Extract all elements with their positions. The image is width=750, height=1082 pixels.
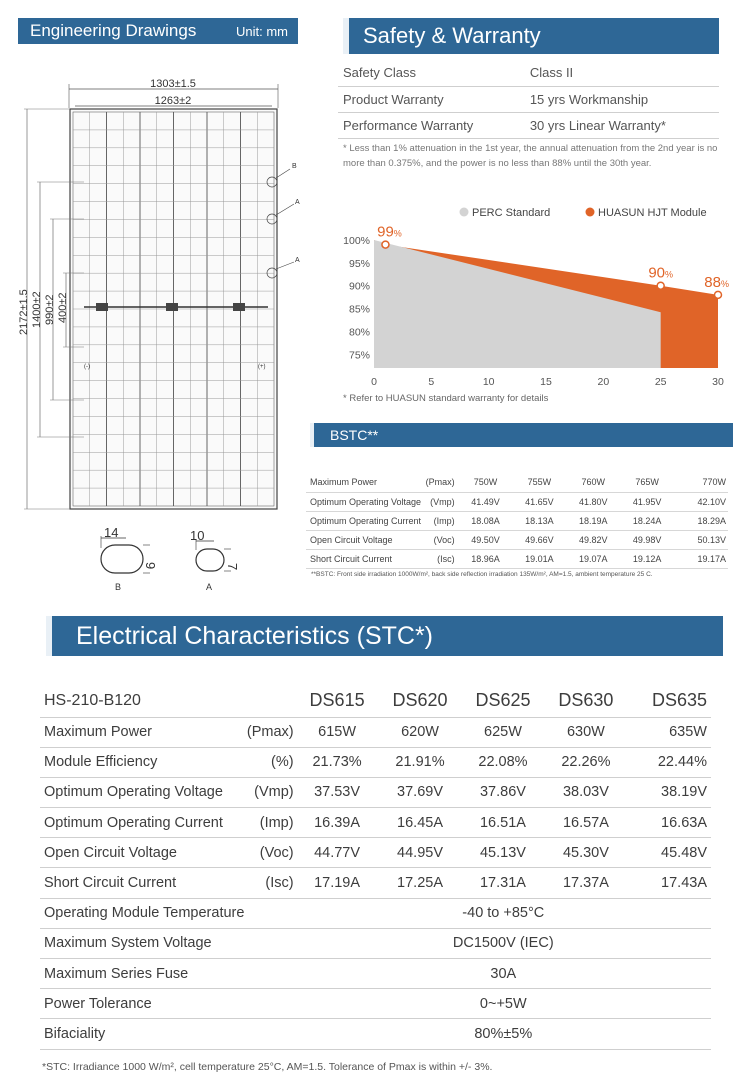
x-tick-label: 30 [712,376,724,388]
row-label: Maximum Power [40,717,247,747]
cell-value: 19.01A [512,549,566,568]
polarity-plus: (+) [258,364,266,370]
legend-label: HUASUN HJT Module [598,207,707,219]
electrical-header: Electrical Characteristics (STC*) [46,616,723,656]
row-param: (Isc) [426,549,459,568]
row-label: Short Circuit Current [40,868,247,898]
electrical-table [40,685,711,1050]
cell-value: 0~+5W [296,989,711,1019]
hole-b-label: B [115,582,122,592]
y-tick-label: 85% [348,303,370,316]
row-value: Class II [524,60,719,86]
table-row [338,60,719,86]
row-label: Short Circuit Current [306,549,426,568]
engineering-drawings-title: Engineering Drawings [30,21,197,40]
cell-value: 17.37A [544,868,627,898]
row-value: 30 yrs Linear Warranty* [524,112,719,138]
cell-value: 17.25A [379,868,462,898]
cell-value: 49.50V [459,530,513,549]
model-name: DS635 [627,685,711,717]
row-param: (Pmax) [426,473,459,492]
cell-value: 21.91% [379,747,462,777]
x-tick-label: 0 [371,376,377,388]
cell-value: 41.65V [512,492,566,511]
cell-value: 38.03V [544,777,627,807]
table-row [40,747,711,777]
module-drawing [0,60,300,600]
table-row [40,959,711,989]
series-area-perc [374,240,661,368]
cell-value: 80%±5% [296,1019,711,1049]
cell-value: 17.43A [627,868,711,898]
dim-width-inner: 1263±2 [154,95,192,107]
cell-value: -40 to +85°C [296,898,711,928]
y-tick-label: 95% [348,257,370,270]
cell-value: 37.69V [379,777,462,807]
row-label: Open Circuit Voltage [306,530,426,549]
table-row [40,989,711,1019]
cell-value: 41.80V [566,492,620,511]
chart-legend [460,207,707,219]
x-tick-label: 5 [428,376,435,388]
cell-value: 16.51A [462,808,545,838]
cell-value: 45.30V [544,838,627,868]
cell-value: 42.10V [674,492,728,511]
model-name: DS620 [379,685,462,717]
cell-value: DC1500V (IEC) [296,928,711,958]
mounting-hole-b [101,545,143,573]
hole-b-width: 14 [104,525,119,540]
cell-value: 18.24A [620,511,674,530]
x-tick-label: 10 [482,376,495,388]
mounting-hole-a [196,549,224,571]
dim-h4: 400±2 [57,292,69,323]
table-row [40,898,711,928]
cell-value: 22.44% [627,747,711,777]
data-label: 99% [377,223,402,241]
cell-value: 16.63A [627,808,711,838]
row-label: Performance Warranty [338,112,524,138]
row-param: (Imp) [247,808,296,838]
unit-label: Unit: mm [236,23,288,39]
table-row [40,868,711,898]
cell-value: 18.13A [512,511,566,530]
cell-value: 21.73% [296,747,379,777]
engineering-drawings-header [18,18,298,44]
row-label: Open Circuit Voltage [40,838,247,868]
data-point [657,282,664,289]
row-value: 15 yrs Workmanship [524,86,719,112]
cell-value: 19.17A [674,549,728,568]
junction-box [96,303,108,311]
row-param: (Imp) [426,511,459,530]
row-label: Optimum Operating Current [306,511,426,530]
cell-value: 18.29A [674,511,728,530]
cell-value: 22.26% [544,747,627,777]
cell-value: 18.08A [459,511,513,530]
cell-value: 37.53V [296,777,379,807]
hole-a-label: A [206,582,213,592]
cell-value: 30A [296,959,711,989]
cell-value: 620W [379,717,462,747]
table-row [306,549,728,568]
cell-value: 44.77V [296,838,379,868]
model-name: DS625 [462,685,545,717]
cell-value: 17.31A [462,868,545,898]
row-label: Maximum System Voltage [40,928,296,958]
x-tick-label: 15 [540,376,552,388]
row-param: (Voc) [247,838,296,868]
row-label: Maximum Series Fuse [40,959,296,989]
cell-value: 45.48V [627,838,711,868]
cell-value: 50.13V [674,530,728,549]
cell-value: 765W [620,473,674,492]
bstc-header: BSTC** [310,423,733,447]
row-param: (Vmp) [247,777,296,807]
table-row [306,511,728,530]
bstc-footnote: **BSTC: Front side irradiation 1000W/m², back side reflection irradiation 135W/m², AM=1.5, ambient temperature 25 C. [311,571,653,578]
junction-box [233,303,245,311]
hole-b-height: 9 [143,562,158,570]
table-row [338,112,719,138]
data-label: 90% [648,264,674,282]
table-row [40,838,711,868]
legend-swatch [460,208,469,217]
callout-a: A [295,257,300,264]
y-tick-label: 100% [343,235,370,247]
row-label: Optimum Operating Current [40,808,247,838]
cell-value: 41.49V [459,492,513,511]
dim-h1: 2172±1.5 [18,289,30,335]
callout-b: B [292,163,297,170]
cell-value: 38.19V [627,777,711,807]
legend-label: PERC Standard [472,207,551,219]
table-row [306,530,728,549]
y-tick-label: 75% [348,349,370,362]
dim-h2: 1400±2 [31,291,43,328]
row-label: Module Efficiency [40,747,247,777]
row-label: Maximum Power [306,473,426,492]
dim-h3: 990±2 [44,294,56,325]
electrical-footnote: *STC: Irradiance 1000 W/m², cell temperature 25°C, AM=1.5. Tolerance of Pmax is within +/- 3%. [42,1061,493,1073]
row-label: Bifaciality [40,1019,296,1049]
table-row [306,492,728,511]
hole-a-width: 10 [190,528,205,543]
cell-value: 18.19A [566,511,620,530]
cell-value: 49.66V [512,530,566,549]
cell-value: 44.95V [379,838,462,868]
model-series: HS-210-B120 [40,685,296,717]
cell-value: 755W [512,473,566,492]
model-name: DS615 [296,685,379,717]
y-tick-label: 90% [348,280,370,293]
cell-value: 37.86V [462,777,545,807]
cell-value: 625W [462,717,545,747]
table-row [40,808,711,838]
cell-value: 49.98V [620,530,674,549]
cell-value: 41.95V [620,492,674,511]
dim-width-outer: 1303±1.5 [150,78,196,90]
cell-value: 18.96A [459,549,513,568]
cell-value: 49.82V [566,530,620,549]
row-param: (%) [247,747,296,777]
model-name: DS630 [544,685,627,717]
cell-value: 22.08% [462,747,545,777]
warranty-chart [338,196,738,396]
polarity-minus: (-) [84,364,90,370]
cell-value: 635W [627,717,711,747]
safety-warranty-table [338,60,719,139]
x-tick-label: 25 [654,376,667,388]
chart-areas [374,240,718,368]
row-param: (Isc) [247,868,296,898]
row-label: Operating Module Temperature [40,898,296,928]
legend-swatch [586,208,595,217]
cell-value: 760W [566,473,620,492]
row-param: (Pmax) [247,717,296,747]
cell-value: 19.07A [566,549,620,568]
junction-box [166,303,178,311]
cell-value: 770W [674,473,728,492]
chart-footnote: * Refer to HUASUN standard warranty for details [343,393,549,404]
table-row [40,777,711,807]
table-row [40,928,711,958]
cell-value: 16.39A [296,808,379,838]
safety-warranty-header: Safety & Warranty [343,18,719,54]
cell-value: 16.45A [379,808,462,838]
row-param: (Vmp) [426,492,459,511]
row-label: Power Tolerance [40,989,296,1019]
table-row [338,86,719,112]
row-param: (Voc) [426,530,459,549]
y-tick-label: 80% [348,326,370,339]
bstc-table [306,473,728,569]
cell-value: 16.57A [544,808,627,838]
row-label: Optimum Operating Voltage [306,492,426,511]
row-label: Safety Class [338,60,524,86]
warranty-footnote: * Less than 1% attenuation in the 1st year, the annual attenuation from the 2nd year is no more than 0.375%, and the power is no less than 88% until the 30th year. [343,143,718,169]
x-tick-label: 20 [597,376,610,388]
data-point [715,291,722,298]
cell-value: 19.12A [620,549,674,568]
hole-a-height: 7 [225,563,240,571]
table-row [306,473,728,492]
cell-value: 750W [459,473,513,492]
callout-a: A [295,199,300,206]
cell-value: 615W [296,717,379,747]
table-row [40,717,711,747]
row-label: Product Warranty [338,86,524,112]
data-point [382,241,389,248]
row-label: Optimum Operating Voltage [40,777,247,807]
cell-value: 45.13V [462,838,545,868]
cell-value: 17.19A [296,868,379,898]
table-header-row [40,685,711,717]
cell-value: 630W [544,717,627,747]
table-row [40,1019,711,1049]
data-label: 88% [704,273,729,291]
